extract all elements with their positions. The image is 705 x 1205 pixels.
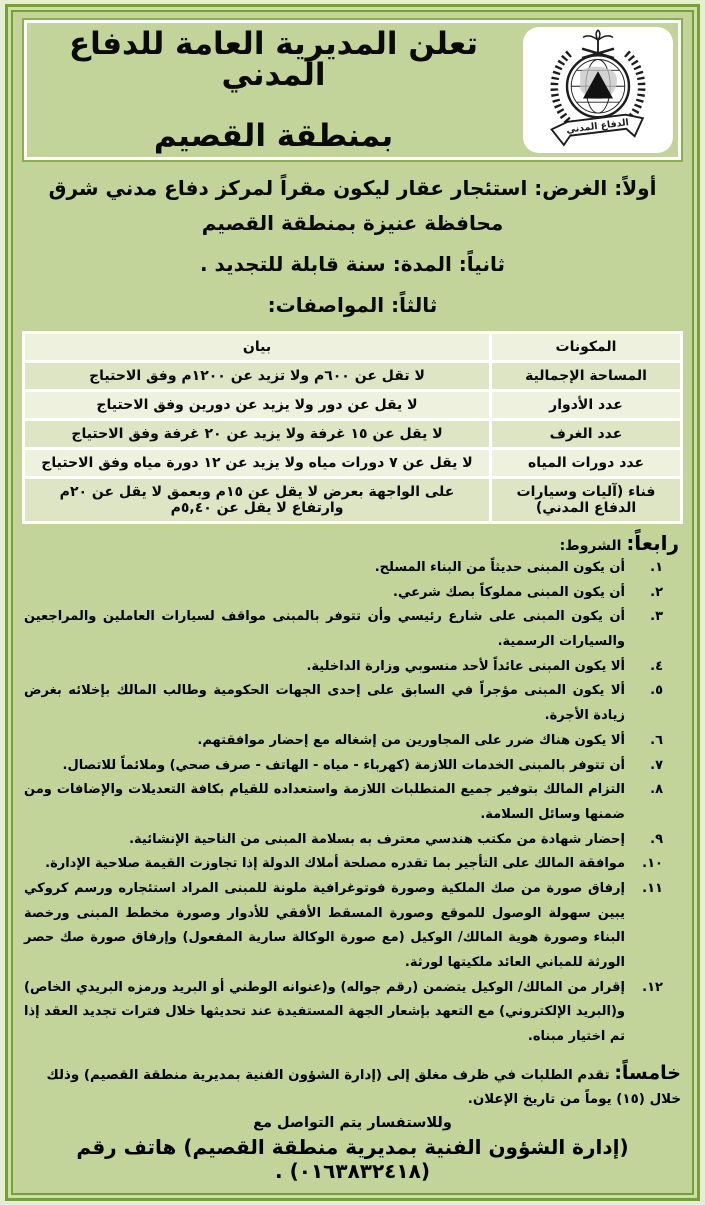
duration-text: سنة قابلة للتجديد . [200, 252, 386, 276]
item-text: أن يكون المبنى حديثاً من البناء المسلح. [374, 560, 625, 575]
item-number: ٤. [650, 658, 663, 674]
emblem-banner-text: الدفاع المدني [565, 117, 630, 136]
item-text: ألا يكون هناك ضرر على المجاورين من إشغاله مع إحضار موافقتهم. [197, 732, 625, 748]
civil-defense-logo [523, 27, 673, 153]
conditions-sublabel: الشروط: [559, 538, 622, 554]
purpose-label: أولاً: الغرض: [534, 176, 657, 200]
specs-table [22, 331, 683, 524]
civil-defense-emblem-icon [527, 29, 669, 151]
page-outer-frame [5, 4, 700, 1201]
item-number: ١١. [642, 880, 663, 896]
list-item [24, 729, 663, 754]
submission-text: تقدم الطلبات في ظرف مغلق إلى (إدارة الشؤون الفنية بمديرية منطقة القصيم) وذلك خلال (١٥) يوماً من تاريخ الإعلان. [46, 1067, 681, 1108]
header [22, 18, 683, 162]
row-component: المساحة الإجمالية [491, 362, 682, 391]
item-number: ٨. [650, 782, 663, 798]
announcement-title [32, 25, 515, 154]
item-number: ٧. [650, 757, 663, 773]
row-detail: على الواجهة بعرض لا يقل عن ١٥م وبعمق لا يقل عن ٢٠م وارتفاع لا يقل عن ٥,٤٠م [24, 478, 491, 523]
duration-paragraph [36, 247, 669, 282]
submission-label: خامساً: [614, 1061, 681, 1084]
item-text: إقرار من المالك/ الوكيل يتضمن (رقم جواله) و(عنوانه الوطني أو البريد ورمزه البريدي الخاص) و(البريد الإلكتروني) مع التعهد بإشعار الجهة المستفيدة عند تحديثها خلال فترات تجديد العقد إذا تم اختيار مبناه. [24, 979, 625, 1045]
row-component: عدد دورات المياه [491, 449, 682, 478]
item-text: أن يكون المبنى مملوكاً بصك شرعي. [393, 584, 625, 600]
table-row [24, 391, 682, 420]
specs-header-row [24, 333, 682, 362]
contact-line: وللاستفسار يتم التواصل مع [253, 1114, 452, 1131]
item-number: ٩. [650, 831, 663, 847]
list-item [24, 556, 663, 581]
item-text: أن تتوفر بالمبنى الخدمات اللازمة (كهرباء - مياه - الهاتف - صرف صحي) وملائماً للاتصال. [62, 757, 625, 773]
item-text: موافقة المالك على التأجير بما تقدره مصلحة أملاك الدولة إذا تجاوزت القيمة صلاحية الإدارة. [45, 856, 625, 872]
table-row [24, 478, 682, 523]
submission-paragraph [24, 1057, 681, 1112]
item-text: إرفاق صورة من صك الملكية وصورة فوتوغرافية ملونة للمبنى المراد استئجاره ورسم كروكي يبين سهولة الوصول للموقع وصورة المسقط الأفقي للأدوار وصورة مخطط المبنى ورخصة البناء وصورة هوية المالك/ الوكيل (مع صورة الوكالة سارية المفعول) وإرفاق صورة صك حصر الورثة للمباني العائد ملكيتها لورثة. [24, 880, 625, 970]
row-detail: لا يقل عن دور ولا يزيد عن دورين وفق الاحتياج [24, 391, 491, 420]
col-header-components: المكونات [491, 333, 682, 362]
list-item [24, 828, 663, 853]
table-row [24, 449, 682, 478]
list-item [24, 581, 663, 606]
row-component: عدد الأدوار [491, 391, 682, 420]
item-number: ١. [650, 560, 663, 575]
col-header-detail: بيان [24, 333, 491, 362]
list-item [24, 605, 663, 654]
list-item [24, 976, 663, 1050]
duration-label: ثانياً: المدة: [392, 252, 505, 276]
item-text: التزام المالك بتوفير جميع المتطلبات اللازمة واستعداده للقيام بكافة التعديلات والإضافات ومن ضمنها وسائل السلامة. [24, 782, 625, 822]
purpose-paragraph [36, 171, 669, 241]
list-item [24, 754, 663, 779]
row-detail: لا تقل عن ٦٠٠م ولا تزيد عن ١٢٠٠م وفق الاحتياج [24, 362, 491, 391]
announcement-page [11, 10, 694, 1195]
item-number: ٥. [650, 683, 663, 699]
item-number: ٢. [650, 584, 663, 600]
item-number: ٣. [650, 609, 663, 625]
item-text: أن يكون المبنى على شارع رئيسي وأن تتوفر بالمبنى مواقف لسيارات العاملين والمراجعين والسيارات الرسمية. [24, 609, 625, 650]
item-number: ١٠. [642, 856, 663, 872]
item-text: ألا يكون المبنى عائداً لأحد منسوبي وزارة الداخلية. [306, 658, 625, 674]
phone-line: (إدارة الشؤون الفنية بمديرية منطقة القصيم) هاتف رقم (٠١٦٣٨٣٢٤١٨) . [76, 1134, 629, 1183]
conditions-list [22, 556, 683, 1050]
row-component: فناء (آليات وسيارات الدفاع المدني) [491, 478, 682, 523]
list-item [24, 655, 663, 680]
specs-heading: ثالثاً: المواصفات: [267, 293, 438, 317]
list-item [24, 679, 663, 728]
purpose-text: استئجار عقار ليكون مقراً لمركز دفاع مدني شرق محافظة عنيزة بمنطقة القصيم [48, 176, 528, 235]
row-detail: لا يقل عن ١٥ غرفة ولا يزيد عن ٢٠ غرفة وفق الاحتياج [24, 420, 491, 449]
table-row [24, 420, 682, 449]
item-text: إحضار شهادة من مكتب هندسي معترف به بسلامة المبنى من الناحية الإنشائية. [129, 831, 625, 847]
title-line-2: بمنطقة القصيم [153, 117, 394, 154]
item-number: ٦. [650, 732, 663, 748]
item-text: ألا يكون المبنى مؤجراً في السابق على إحدى الجهات الحكومية وطالب المالك بإخلائه بغرض زيادة الأجرة. [24, 683, 625, 724]
title-line-1: تعلن المديرية العامة للدفاع المدني [68, 25, 479, 93]
row-detail: لا يقل عن ٧ دورات مياه ولا يزيد عن ١٢ دورة مياه وفق الاحتياج [24, 449, 491, 478]
conditions-label: رابعاً: [626, 531, 679, 555]
conditions-heading [26, 531, 679, 555]
list-item [24, 852, 663, 877]
table-row [24, 362, 682, 391]
list-item [24, 778, 663, 827]
item-number: ١٢. [642, 979, 663, 995]
row-component: عدد الغرف [491, 420, 682, 449]
